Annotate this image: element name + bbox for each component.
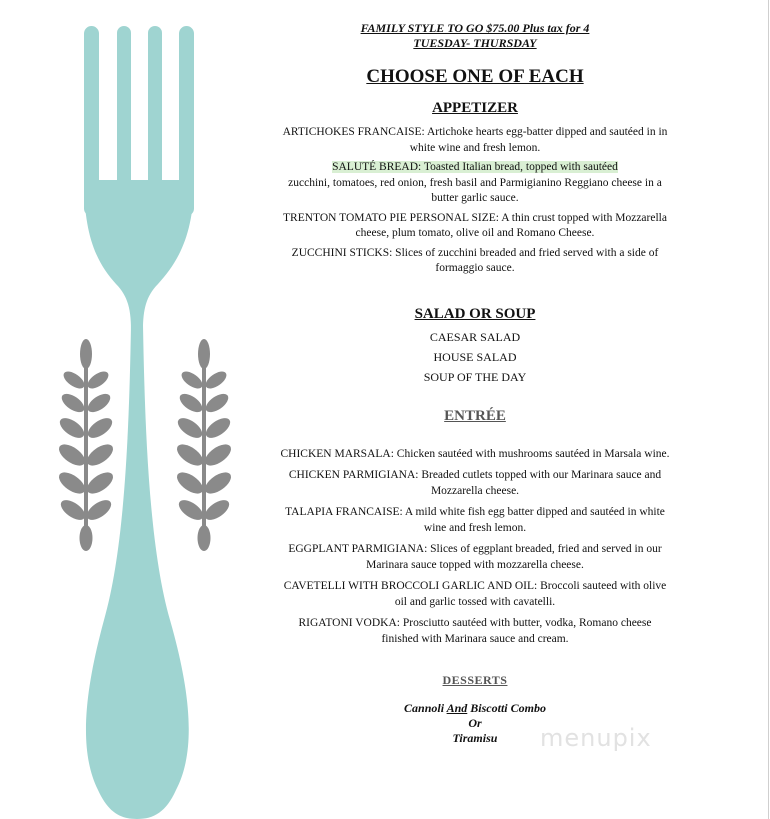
days-line: TUESDAY- THURSDAY <box>413 36 537 50</box>
salad-item: CAESAR SALAD <box>429 329 521 344</box>
entree-item: TALAPIA FRANCAISE: A mild white fish egg batter dipped and sautéed in white wine and fresh lemon. <box>285 506 665 534</box>
appetizer-item-text: ARTICHOKES FRANCAISE: Artichoke hearts egg-batter dipped and sautéed in in white wine and fresh lemon. <box>282 126 668 154</box>
menu-content <box>280 0 670 746</box>
watermark-logo: menupix <box>540 724 652 752</box>
salad-heading: SALAD OR SOUP <box>414 305 536 322</box>
appetizer-item <box>280 211 670 242</box>
entree-list <box>280 447 670 648</box>
entree-heading: ENTRÉE <box>444 407 506 424</box>
entree-item: CAVETELLI WITH BROCCOLI GARLIC AND OIL: Broccoli sauteed with olive oil and garlic tossed with cavatelli. <box>283 580 667 608</box>
page-title: CHOOSE ONE OF EACH <box>366 66 584 87</box>
dessert-and: And <box>446 701 468 715</box>
desserts-heading: DESSERTS <box>442 673 508 687</box>
appetizer-item <box>280 246 670 277</box>
dessert-item: Tiramisu <box>452 731 498 745</box>
entree-item: RIGATONI VODKA: Prosciutto sautéed with butter, vodka, Romano cheese finished with Marinara sauce and cream. <box>298 617 652 645</box>
entree-item: CHICKEN PARMIGIANA: Breaded cutlets topped with our Marinara sauce and Mozzarella cheese. <box>288 469 662 497</box>
salad-item: HOUSE SALAD <box>433 349 517 364</box>
appetizer-heading: APPETIZER <box>432 100 518 116</box>
leaf-sprig-icon <box>173 339 234 551</box>
dessert-text: Biscotti Combo <box>467 701 546 715</box>
promo-line: FAMILY STYLE TO GO $75.00 Plus tax for 4 <box>360 21 590 35</box>
dessert-item <box>280 701 670 716</box>
entree-item: EGGPLANT PARMIGIANA: Slices of eggplant breaded, fried and served in our Marinara sauce topped with mozzarella cheese. <box>288 543 662 571</box>
dessert-or: Or <box>468 716 482 730</box>
appetizer-item <box>280 160 670 207</box>
appetizer-item <box>280 125 670 156</box>
highlighted-text: SALUTÉ BREAD: Toasted Italian bread, topped with sautéed <box>332 161 618 173</box>
leaf-sprig-icon <box>55 339 116 551</box>
appetizer-item-text: ZUCCHINI STICKS: Slices of zucchini breaded and fried served with a side of formaggio sauce. <box>291 246 659 274</box>
salad-item: SOUP OF THE DAY <box>423 369 527 384</box>
salad-list <box>280 327 670 387</box>
fork-icon <box>0 0 280 819</box>
dessert-text: Cannoli <box>404 701 447 715</box>
appetizer-item-text: zucchini, tomatoes, red onion, fresh basil and Parmigianino Reggiano cheese in a butter garlic sauce. <box>288 176 662 204</box>
appetizer-item-text: TRENTON TOMATO PIE PERSONAL SIZE: A thin crust topped with Mozzarella cheese, plum tomato, olive oil and Romano Cheese. <box>283 211 667 239</box>
appetizer-list <box>280 125 670 277</box>
entree-item: CHICKEN MARSALA: Chicken sautéed with mushrooms sautéed in Marsala wine. <box>280 447 670 460</box>
